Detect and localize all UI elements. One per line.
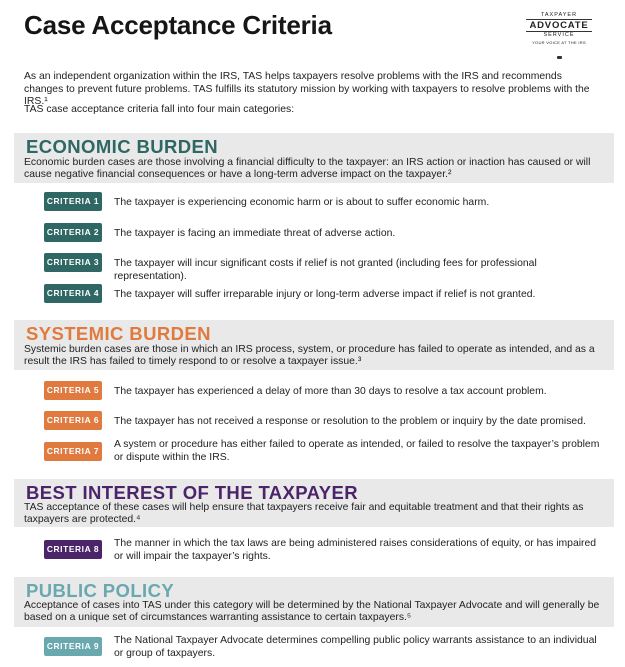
logo-tagline: YOUR VOICE AT THE IRS xyxy=(532,40,586,45)
criteria-6-text: The taxpayer has not received a response or resolution to the problem or inquiry by the date promised. xyxy=(114,416,586,427)
criteria-7-badge: CRITERIA 7 xyxy=(44,442,102,461)
economic-burden-description: Economic burden cases are those involving a financial difficulty to the taxpayer: an IRS action or inaction has caused or will cause negative financial consequences or have a long-term adverse impact on the taxpayer.² xyxy=(24,157,591,180)
criteria-6-badge: CRITERIA 6 xyxy=(44,411,102,430)
logo-line-taxpayer: TAXPAYER xyxy=(540,12,578,18)
criteria-1-text: The taxpayer is experiencing economic harm or is about to suffer economic harm. xyxy=(114,197,490,208)
logo-line-service: SERVICE xyxy=(543,32,575,38)
taxpayer-advocate-service-logo xyxy=(522,12,596,58)
criteria-7-text: A system or procedure has either failed to operate as intended, or failed to resolve the taxpayer’s problem or dispute within the IRS. xyxy=(114,439,600,463)
criteria-1-badge: CRITERIA 1 xyxy=(44,192,102,211)
page-title: Case Acceptance Criteria xyxy=(24,10,332,40)
best-interest-description: TAS acceptance of these cases will help ensure that taxpayers receive fair and equitable treatment and that their rights as taxpayers are protected.⁴ xyxy=(24,502,584,525)
logo-line-advocate: ADVOCATE xyxy=(526,19,592,32)
systemic-burden-description: Systemic burden cases are those in which an IRS process, system, or procedure has failed to operate as intended, and as a result the IRS has failed to timely respond to or resolve a taxpayer issue.³ xyxy=(24,344,595,367)
criteria-3-text: The taxpayer will incur significant costs if relief is not granted (including fees for professional representation). xyxy=(114,258,537,282)
best-interest-heading: BEST INTEREST OF THE TAXPAYER xyxy=(26,482,358,503)
criteria-9-badge: CRITERIA 9 xyxy=(44,637,102,656)
categories-intro: TAS case acceptance criteria fall into four main categories: xyxy=(24,104,295,115)
systemic-burden-heading: SYSTEMIC BURDEN xyxy=(26,323,211,344)
public-policy-heading: PUBLIC POLICY xyxy=(26,580,175,601)
criteria-8-badge: CRITERIA 8 xyxy=(44,540,102,559)
criteria-8-text: The manner in which the tax laws are being administered raises considerations of equity, or has impaired or will impair the taxpayer’s rights. xyxy=(114,538,597,562)
criteria-5-text: The taxpayer has experienced a delay of more than 30 days to resolve a tax account problem. xyxy=(114,386,547,397)
criteria-4-text: The taxpayer will suffer irreparable injury or long-term adverse impact if relief is not granted. xyxy=(114,289,536,300)
intro-paragraph: As an independent organization within the IRS, TAS helps taxpayers resolve problems with the IRS and recommends changes to prevent future problems. TAS fulfills its statutory mission by working with taxpayers to resolve problems with the IRS.¹ xyxy=(24,71,590,107)
economic-burden-heading: ECONOMIC BURDEN xyxy=(26,136,219,157)
criteria-5-badge: CRITERIA 5 xyxy=(44,381,102,400)
criteria-2-text: The taxpayer is facing an immediate threat of adverse action. xyxy=(114,228,396,239)
public-policy-description: Acceptance of cases into TAS under this category will be determined by the National Taxpayer Advocate and will generally be based on a unique set of circumstances warranting assistance to certain taxpayers.⁵ xyxy=(24,600,600,623)
logo-mark-icon xyxy=(557,56,562,59)
criteria-2-badge: CRITERIA 2 xyxy=(44,223,102,242)
criteria-9-text: The National Taxpayer Advocate determines compelling public policy warrants assistance to an individual or group of taxpayers. xyxy=(114,635,597,659)
criteria-4-badge: CRITERIA 4 xyxy=(44,284,102,303)
criteria-3-badge: CRITERIA 3 xyxy=(44,253,102,272)
